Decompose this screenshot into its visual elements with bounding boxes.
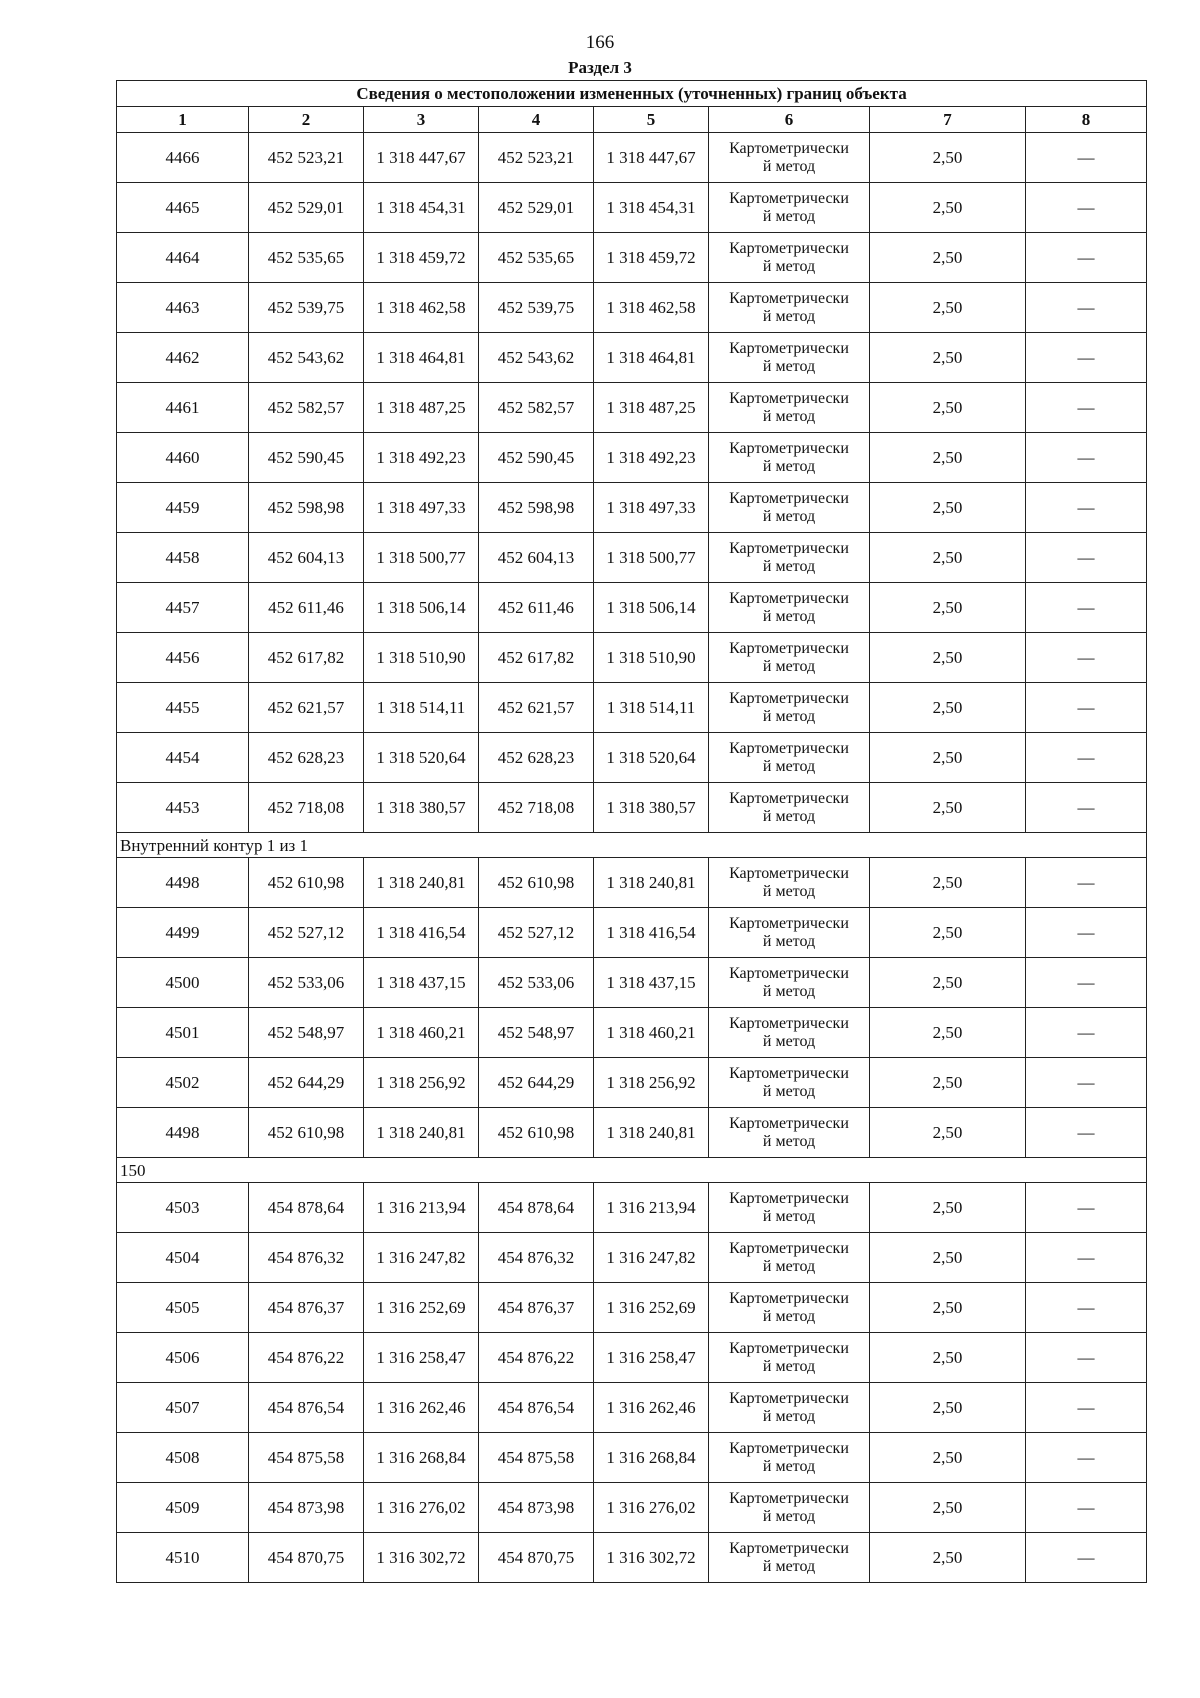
table-row — [117, 958, 1147, 1008]
accuracy-cell: 2,50 — [870, 433, 1026, 483]
x-refined-cell: 452 533,06 — [479, 958, 594, 1008]
point-number-cell: 4459 — [117, 483, 249, 533]
x-refined-cell: 452 610,98 — [479, 1108, 594, 1158]
accuracy-cell: 2,50 — [870, 233, 1026, 283]
accuracy-cell: 2,50 — [870, 1533, 1026, 1583]
accuracy-cell: 2,50 — [870, 1483, 1026, 1533]
accuracy-cell: 2,50 — [870, 958, 1026, 1008]
description-cell: — — [1026, 733, 1147, 783]
point-number-cell: 4457 — [117, 583, 249, 633]
point-number-cell: 4500 — [117, 958, 249, 1008]
table-row — [117, 783, 1147, 833]
description-cell: — — [1026, 1483, 1147, 1533]
x-refined-cell: 454 876,54 — [479, 1383, 594, 1433]
y-refined-cell: 1 318 380,57 — [594, 783, 709, 833]
y-refined-cell: 1 318 447,67 — [594, 133, 709, 183]
accuracy-cell: 2,50 — [870, 1233, 1026, 1283]
table-row — [117, 1183, 1147, 1233]
x-refined-cell: 452 527,12 — [479, 908, 594, 958]
point-number-cell: 4506 — [117, 1333, 249, 1383]
page-number: 166 — [585, 32, 615, 53]
method-cell: Картометрически й метод — [709, 1483, 870, 1533]
description-cell: — — [1026, 1533, 1147, 1583]
x-refined-cell: 452 590,45 — [479, 433, 594, 483]
y-existing-cell: 1 318 500,77 — [364, 533, 479, 583]
x-existing-cell: 452 548,97 — [249, 1008, 364, 1058]
description-cell: — — [1026, 183, 1147, 233]
column-number-row — [117, 107, 1147, 133]
method-cell: Картометрически й метод — [709, 633, 870, 683]
x-refined-cell: 454 876,22 — [479, 1333, 594, 1383]
column-number: 1 — [117, 107, 249, 133]
table-row — [117, 1008, 1147, 1058]
method-cell: Картометрически й метод — [709, 1058, 870, 1108]
x-refined-cell: 452 628,23 — [479, 733, 594, 783]
accuracy-cell: 2,50 — [870, 783, 1026, 833]
table-row — [117, 1333, 1147, 1383]
x-existing-cell: 454 876,37 — [249, 1283, 364, 1333]
x-existing-cell: 452 610,98 — [249, 858, 364, 908]
accuracy-cell: 2,50 — [870, 1433, 1026, 1483]
table-row — [117, 183, 1147, 233]
table-row — [117, 383, 1147, 433]
description-cell: — — [1026, 858, 1147, 908]
point-number-cell: 4503 — [117, 1183, 249, 1233]
y-refined-cell: 1 316 302,72 — [594, 1533, 709, 1583]
y-refined-cell: 1 316 262,46 — [594, 1383, 709, 1433]
method-cell: Картометрически й метод — [709, 1008, 870, 1058]
point-number-cell: 4454 — [117, 733, 249, 783]
column-number: 4 — [479, 107, 594, 133]
x-refined-cell: 452 617,82 — [479, 633, 594, 683]
point-number-cell: 4456 — [117, 633, 249, 683]
y-refined-cell: 1 318 256,92 — [594, 1058, 709, 1108]
y-existing-cell: 1 318 497,33 — [364, 483, 479, 533]
x-existing-cell: 452 535,65 — [249, 233, 364, 283]
y-existing-cell: 1 318 380,57 — [364, 783, 479, 833]
y-refined-cell: 1 318 520,64 — [594, 733, 709, 783]
y-refined-cell: 1 318 487,25 — [594, 383, 709, 433]
accuracy-cell: 2,50 — [870, 483, 1026, 533]
column-number: 2 — [249, 107, 364, 133]
x-existing-cell: 452 617,82 — [249, 633, 364, 683]
x-existing-cell: 452 543,62 — [249, 333, 364, 383]
table-row — [117, 908, 1147, 958]
description-cell: — — [1026, 1333, 1147, 1383]
x-existing-cell: 452 604,13 — [249, 533, 364, 583]
y-existing-cell: 1 316 252,69 — [364, 1283, 479, 1333]
y-refined-cell: 1 318 240,81 — [594, 1108, 709, 1158]
y-refined-cell: 1 316 276,02 — [594, 1483, 709, 1533]
x-refined-cell: 452 539,75 — [479, 283, 594, 333]
x-existing-cell: 454 876,32 — [249, 1233, 364, 1283]
description-cell: — — [1026, 783, 1147, 833]
point-number-cell: 4507 — [117, 1383, 249, 1433]
x-refined-cell: 452 621,57 — [479, 683, 594, 733]
description-cell: — — [1026, 583, 1147, 633]
x-existing-cell: 452 644,29 — [249, 1058, 364, 1108]
method-cell: Картометрически й метод — [709, 1433, 870, 1483]
x-refined-cell: 452 523,21 — [479, 133, 594, 183]
accuracy-cell: 2,50 — [870, 1383, 1026, 1433]
column-number: 5 — [594, 107, 709, 133]
point-number-cell: 4466 — [117, 133, 249, 183]
table-row — [117, 533, 1147, 583]
x-refined-cell: 452 644,29 — [479, 1058, 594, 1108]
x-refined-cell: 454 875,58 — [479, 1433, 594, 1483]
accuracy-cell: 2,50 — [870, 1058, 1026, 1108]
table-row — [117, 858, 1147, 908]
method-cell: Картометрически й метод — [709, 233, 870, 283]
point-number-cell: 4501 — [117, 1008, 249, 1058]
point-number-cell: 4498 — [117, 858, 249, 908]
accuracy-cell: 2,50 — [870, 1283, 1026, 1333]
method-cell: Картометрически й метод — [709, 858, 870, 908]
description-cell: — — [1026, 1058, 1147, 1108]
column-number: 7 — [870, 107, 1026, 133]
point-number-cell: 4508 — [117, 1433, 249, 1483]
y-refined-cell: 1 316 268,84 — [594, 1433, 709, 1483]
section-title: Раздел 3 — [568, 58, 632, 77]
y-refined-cell: 1 316 252,69 — [594, 1283, 709, 1333]
description-cell: — — [1026, 533, 1147, 583]
y-existing-cell: 1 318 462,58 — [364, 283, 479, 333]
point-number-cell: 4461 — [117, 383, 249, 433]
description-cell: — — [1026, 383, 1147, 433]
x-existing-cell: 452 539,75 — [249, 283, 364, 333]
description-cell: — — [1026, 233, 1147, 283]
y-existing-cell: 1 318 464,81 — [364, 333, 479, 383]
y-existing-cell: 1 318 460,21 — [364, 1008, 479, 1058]
y-existing-cell: 1 318 240,81 — [364, 1108, 479, 1158]
y-existing-cell: 1 318 437,15 — [364, 958, 479, 1008]
y-existing-cell: 1 318 510,90 — [364, 633, 479, 683]
accuracy-cell: 2,50 — [870, 633, 1026, 683]
x-existing-cell: 454 870,75 — [249, 1533, 364, 1583]
table-row — [117, 1233, 1147, 1283]
x-existing-cell: 452 610,98 — [249, 1108, 364, 1158]
x-existing-cell: 454 875,58 — [249, 1433, 364, 1483]
description-cell: — — [1026, 1283, 1147, 1333]
table-row — [117, 683, 1147, 733]
y-existing-cell: 1 316 276,02 — [364, 1483, 479, 1533]
x-refined-cell: 452 548,97 — [479, 1008, 594, 1058]
description-cell: — — [1026, 1108, 1147, 1158]
x-existing-cell: 454 876,22 — [249, 1333, 364, 1383]
description-cell: — — [1026, 483, 1147, 533]
accuracy-cell: 2,50 — [870, 858, 1026, 908]
group-label: 150 — [117, 1158, 1147, 1183]
y-existing-cell: 1 316 262,46 — [364, 1383, 479, 1433]
point-number-cell: 4510 — [117, 1533, 249, 1583]
y-existing-cell: 1 316 258,47 — [364, 1333, 479, 1383]
method-cell: Картометрически й метод — [709, 683, 870, 733]
y-refined-cell: 1 318 514,11 — [594, 683, 709, 733]
y-existing-cell: 1 318 506,14 — [364, 583, 479, 633]
description-cell: — — [1026, 683, 1147, 733]
method-cell: Картометрически й метод — [709, 1183, 870, 1233]
point-number-cell: 4453 — [117, 783, 249, 833]
x-refined-cell: 452 543,62 — [479, 333, 594, 383]
method-cell: Картометрически й метод — [709, 1233, 870, 1283]
description-cell: — — [1026, 908, 1147, 958]
point-number-cell: 4498 — [117, 1108, 249, 1158]
y-refined-cell: 1 316 247,82 — [594, 1233, 709, 1283]
y-refined-cell: 1 318 459,72 — [594, 233, 709, 283]
x-existing-cell: 452 582,57 — [249, 383, 364, 433]
description-cell: — — [1026, 633, 1147, 683]
y-existing-cell: 1 318 416,54 — [364, 908, 479, 958]
table-body — [117, 133, 1147, 1583]
x-existing-cell: 452 628,23 — [249, 733, 364, 783]
group-label: Внутренний контур 1 из 1 — [117, 833, 1147, 858]
method-cell: Картометрически й метод — [709, 133, 870, 183]
x-existing-cell: 452 621,57 — [249, 683, 364, 733]
x-refined-cell: 452 604,13 — [479, 533, 594, 583]
point-number-cell: 4464 — [117, 233, 249, 283]
method-cell: Картометрически й метод — [709, 1533, 870, 1583]
y-refined-cell: 1 318 492,23 — [594, 433, 709, 483]
method-cell: Картометрически й метод — [709, 433, 870, 483]
accuracy-cell: 2,50 — [870, 1108, 1026, 1158]
table-row — [117, 133, 1147, 183]
method-cell: Картометрически й метод — [709, 1283, 870, 1333]
x-refined-cell: 454 870,75 — [479, 1533, 594, 1583]
x-refined-cell: 452 529,01 — [479, 183, 594, 233]
x-existing-cell: 452 529,01 — [249, 183, 364, 233]
y-refined-cell: 1 318 454,31 — [594, 183, 709, 233]
description-cell: — — [1026, 283, 1147, 333]
accuracy-cell: 2,50 — [870, 908, 1026, 958]
y-existing-cell: 1 318 256,92 — [364, 1058, 479, 1108]
y-existing-cell: 1 318 487,25 — [364, 383, 479, 433]
method-cell: Картометрически й метод — [709, 958, 870, 1008]
column-number: 8 — [1026, 107, 1147, 133]
y-refined-cell: 1 318 506,14 — [594, 583, 709, 633]
y-existing-cell: 1 318 520,64 — [364, 733, 479, 783]
y-refined-cell: 1 318 500,77 — [594, 533, 709, 583]
table-row — [117, 1283, 1147, 1333]
x-refined-cell: 454 873,98 — [479, 1483, 594, 1533]
y-existing-cell: 1 318 454,31 — [364, 183, 479, 233]
x-existing-cell: 452 718,08 — [249, 783, 364, 833]
method-cell: Картометрически й метод — [709, 483, 870, 533]
point-number-cell: 4509 — [117, 1483, 249, 1533]
y-refined-cell: 1 318 497,33 — [594, 483, 709, 533]
table-row — [117, 483, 1147, 533]
accuracy-cell: 2,50 — [870, 1008, 1026, 1058]
description-cell: — — [1026, 958, 1147, 1008]
x-existing-cell: 452 523,21 — [249, 133, 364, 183]
y-refined-cell: 1 318 464,81 — [594, 333, 709, 383]
x-existing-cell: 454 873,98 — [249, 1483, 364, 1533]
x-existing-cell: 452 598,98 — [249, 483, 364, 533]
point-number-cell: 4455 — [117, 683, 249, 733]
y-refined-cell: 1 318 416,54 — [594, 908, 709, 958]
method-cell: Картометрически й метод — [709, 1108, 870, 1158]
point-number-cell: 4499 — [117, 908, 249, 958]
group-header-row — [117, 833, 1147, 858]
x-refined-cell: 452 598,98 — [479, 483, 594, 533]
table-row — [117, 283, 1147, 333]
table-row — [117, 583, 1147, 633]
method-cell: Картометрически й метод — [709, 1333, 870, 1383]
accuracy-cell: 2,50 — [870, 683, 1026, 733]
table-row — [117, 1108, 1147, 1158]
method-cell: Картометрически й метод — [709, 583, 870, 633]
accuracy-cell: 2,50 — [870, 583, 1026, 633]
x-refined-cell: 452 718,08 — [479, 783, 594, 833]
table-row — [117, 1433, 1147, 1483]
y-existing-cell: 1 316 247,82 — [364, 1233, 479, 1283]
description-cell: — — [1026, 333, 1147, 383]
x-existing-cell: 452 611,46 — [249, 583, 364, 633]
description-cell: — — [1026, 433, 1147, 483]
x-refined-cell: 452 535,65 — [479, 233, 594, 283]
x-existing-cell: 452 590,45 — [249, 433, 364, 483]
y-refined-cell: 1 318 240,81 — [594, 858, 709, 908]
y-refined-cell: 1 318 460,21 — [594, 1008, 709, 1058]
accuracy-cell: 2,50 — [870, 383, 1026, 433]
y-existing-cell: 1 318 492,23 — [364, 433, 479, 483]
description-cell: — — [1026, 1433, 1147, 1483]
point-number-cell: 4505 — [117, 1283, 249, 1333]
table-row — [117, 333, 1147, 383]
x-refined-cell: 452 611,46 — [479, 583, 594, 633]
y-existing-cell: 1 316 268,84 — [364, 1433, 479, 1483]
y-refined-cell: 1 316 213,94 — [594, 1183, 709, 1233]
accuracy-cell: 2,50 — [870, 333, 1026, 383]
method-cell: Картометрически й метод — [709, 283, 870, 333]
table-row — [117, 233, 1147, 283]
y-existing-cell: 1 318 447,67 — [364, 133, 479, 183]
group-header-row — [117, 1158, 1147, 1183]
point-number-cell: 4463 — [117, 283, 249, 333]
y-existing-cell: 1 316 213,94 — [364, 1183, 479, 1233]
column-number: 3 — [364, 107, 479, 133]
x-refined-cell: 452 582,57 — [479, 383, 594, 433]
table-row — [117, 733, 1147, 783]
point-number-cell: 4460 — [117, 433, 249, 483]
accuracy-cell: 2,50 — [870, 533, 1026, 583]
point-number-cell: 4502 — [117, 1058, 249, 1108]
table-row — [117, 1058, 1147, 1108]
y-existing-cell: 1 318 514,11 — [364, 683, 479, 733]
x-existing-cell: 452 527,12 — [249, 908, 364, 958]
method-cell: Картометрически й метод — [709, 1383, 870, 1433]
point-number-cell: 4458 — [117, 533, 249, 583]
x-existing-cell: 454 876,54 — [249, 1383, 364, 1433]
point-number-cell: 4465 — [117, 183, 249, 233]
table-row — [117, 1533, 1147, 1583]
accuracy-cell: 2,50 — [870, 1333, 1026, 1383]
method-cell: Картометрически й метод — [709, 333, 870, 383]
y-refined-cell: 1 318 437,15 — [594, 958, 709, 1008]
y-existing-cell: 1 318 459,72 — [364, 233, 479, 283]
description-cell: — — [1026, 133, 1147, 183]
method-cell: Картометрически й метод — [709, 733, 870, 783]
table-caption: Сведения о местоположении измененных (уточненных) границ объекта — [117, 81, 1147, 107]
table-row — [117, 1383, 1147, 1433]
method-cell: Картометрически й метод — [709, 383, 870, 433]
y-refined-cell: 1 318 462,58 — [594, 283, 709, 333]
point-number-cell: 4462 — [117, 333, 249, 383]
table-row — [117, 1483, 1147, 1533]
x-refined-cell: 452 610,98 — [479, 858, 594, 908]
boundary-coordinates-table — [116, 80, 1147, 1583]
point-number-cell: 4504 — [117, 1233, 249, 1283]
y-existing-cell: 1 318 240,81 — [364, 858, 479, 908]
x-refined-cell: 454 876,32 — [479, 1233, 594, 1283]
table-row — [117, 633, 1147, 683]
x-refined-cell: 454 876,37 — [479, 1283, 594, 1333]
method-cell: Картометрически й метод — [709, 533, 870, 583]
x-refined-cell: 454 878,64 — [479, 1183, 594, 1233]
accuracy-cell: 2,50 — [870, 1183, 1026, 1233]
method-cell: Картометрически й метод — [709, 908, 870, 958]
description-cell: — — [1026, 1183, 1147, 1233]
description-cell: — — [1026, 1233, 1147, 1283]
x-existing-cell: 454 878,64 — [249, 1183, 364, 1233]
y-refined-cell: 1 318 510,90 — [594, 633, 709, 683]
accuracy-cell: 2,50 — [870, 183, 1026, 233]
accuracy-cell: 2,50 — [870, 133, 1026, 183]
column-number: 6 — [709, 107, 870, 133]
description-cell: — — [1026, 1383, 1147, 1433]
accuracy-cell: 2,50 — [870, 733, 1026, 783]
description-cell: — — [1026, 1008, 1147, 1058]
y-existing-cell: 1 316 302,72 — [364, 1533, 479, 1583]
table-row — [117, 433, 1147, 483]
method-cell: Картометрически й метод — [709, 183, 870, 233]
y-refined-cell: 1 316 258,47 — [594, 1333, 709, 1383]
x-existing-cell: 452 533,06 — [249, 958, 364, 1008]
accuracy-cell: 2,50 — [870, 283, 1026, 333]
method-cell: Картометрически й метод — [709, 783, 870, 833]
